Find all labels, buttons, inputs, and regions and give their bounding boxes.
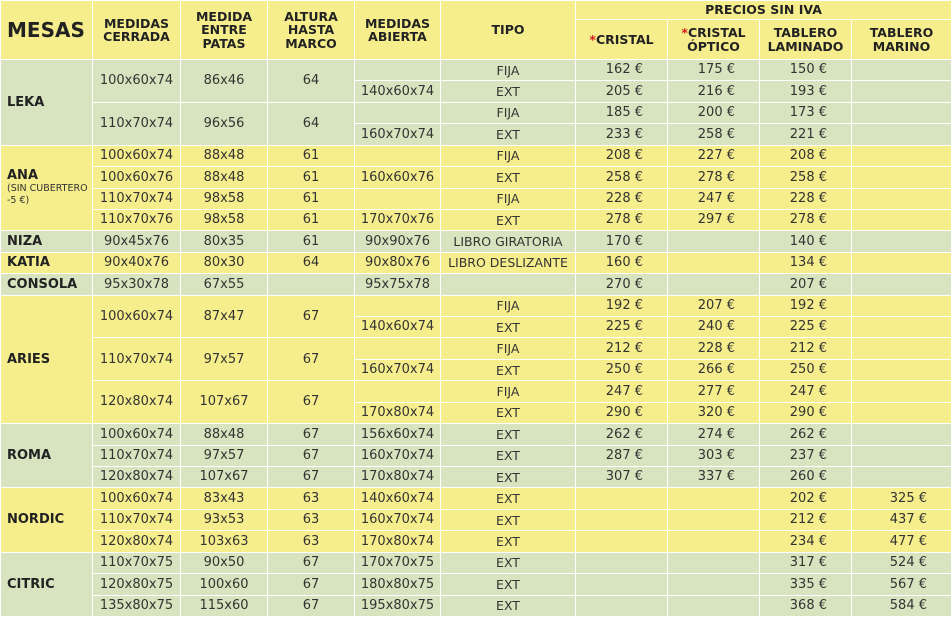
table-cell-marino: 567 €	[852, 574, 951, 595]
table-cell-cerrada: 100x60x74	[93, 424, 181, 445]
table-row	[1, 231, 951, 252]
table-cell-tipo: EXT	[441, 317, 576, 338]
table-body	[1, 60, 951, 617]
table-cell-laminado: 140 €	[760, 231, 852, 252]
table-cell-patas: 100x60	[181, 574, 268, 595]
table-cell-abierta: 195x80x75	[355, 595, 441, 616]
table-name-label: LEKA	[7, 94, 45, 110]
table-cell-cerrada: 100x60x74	[93, 488, 181, 509]
table-cell-cerrada: 110x70x76	[93, 209, 181, 230]
header-cristal-optico-label: CRISTAL ÓPTICO	[687, 25, 746, 54]
table-cell-abierta: 160x70x74	[355, 124, 441, 145]
table-cell-marino	[852, 124, 951, 145]
table-cell-laminado: 212 €	[760, 509, 852, 530]
table-cell-abierta: 170x70x76	[355, 209, 441, 230]
table-cell-marino: 584 €	[852, 595, 951, 616]
table-cell-altura: 61	[268, 145, 355, 166]
table-cell-marino	[852, 359, 951, 380]
table-cell-cerrada: 100x60x74	[93, 295, 181, 338]
table-cell-optico: 227 €	[668, 145, 760, 166]
table-name-label: NIZA	[7, 233, 43, 249]
table-name-label: ARIES	[7, 351, 51, 367]
table-cell-abierta: 140x60x74	[355, 81, 441, 102]
table-cell-altura: 64	[268, 60, 355, 103]
table-cell-patas: 103x63	[181, 531, 268, 552]
table-name-cell	[1, 295, 93, 424]
table-cell-laminado: 134 €	[760, 252, 852, 273]
table-cell-optico	[668, 231, 760, 252]
table-cell-altura: 63	[268, 531, 355, 552]
table-cell-laminado: 317 €	[760, 552, 852, 573]
header-tablero-laminado: TABLERO LAMINADO	[760, 20, 852, 60]
header-medidas-cerrada: MEDIDAS CERRADA	[93, 1, 181, 60]
table-cell-altura: 67	[268, 445, 355, 466]
table-cell-patas: 98x58	[181, 188, 268, 209]
table-cell-altura: 67	[268, 467, 355, 488]
table-cell-abierta	[355, 102, 441, 123]
table-cell-laminado: 237 €	[760, 445, 852, 466]
table-cell-laminado: 208 €	[760, 145, 852, 166]
table-cell-optico	[668, 552, 760, 573]
table-cell-patas: 88x48	[181, 424, 268, 445]
table-cell-cerrada: 100x60x76	[93, 167, 181, 188]
table-cell-laminado: 150 €	[760, 60, 852, 81]
table-cell-altura: 64	[268, 252, 355, 273]
table-cell-marino	[852, 60, 951, 81]
table-name-label: KATIA	[7, 255, 50, 271]
table-cell-marino	[852, 338, 951, 359]
table-cell-cristal	[576, 488, 668, 509]
table-cell-optico: 337 €	[668, 467, 760, 488]
header-cristal-optico	[668, 20, 760, 60]
table-cell-cristal: 192 €	[576, 295, 668, 316]
table-cell-patas: 107x67	[181, 467, 268, 488]
table-cell-cerrada: 120x80x75	[93, 574, 181, 595]
table-cell-tipo: EXT	[441, 531, 576, 552]
table-cell-tipo: LIBRO DESLIZANTE	[441, 252, 576, 273]
table-cell-cristal: 225 €	[576, 317, 668, 338]
table-cell-optico: 207 €	[668, 295, 760, 316]
table-cell-altura: 67	[268, 552, 355, 573]
table-cell-marino	[852, 445, 951, 466]
table-cell-laminado: 258 €	[760, 167, 852, 188]
table-row	[1, 531, 951, 552]
table-cell-cristal: 162 €	[576, 60, 668, 81]
table-cell-marino	[852, 188, 951, 209]
table-cell-optico	[668, 509, 760, 530]
table-cell-optico: 274 €	[668, 424, 760, 445]
header-tipo: TIPO	[441, 1, 576, 60]
table-cell-tipo: FIJA	[441, 145, 576, 166]
table-cell-patas: 80x35	[181, 231, 268, 252]
table-cell-laminado: 250 €	[760, 359, 852, 380]
table-cell-optico: 175 €	[668, 60, 760, 81]
table-row	[1, 381, 951, 402]
table-cell-tipo: EXT	[441, 124, 576, 145]
table-cell-patas: 96x56	[181, 102, 268, 145]
table-cell-abierta: 160x70x74	[355, 359, 441, 380]
table-cell-cerrada: 110x70x74	[93, 102, 181, 145]
table-cell-marino	[852, 252, 951, 273]
table-row	[1, 188, 951, 209]
header-medidas-abierta: MEDIDAS ABIERTA	[355, 1, 441, 60]
table-cell-cerrada: 95x30x78	[93, 274, 181, 295]
table-row	[1, 552, 951, 573]
table-cell-marino	[852, 381, 951, 402]
table-cell-tipo: EXT	[441, 167, 576, 188]
table-cell-patas: 80x30	[181, 252, 268, 273]
table-cell-marino	[852, 467, 951, 488]
table-cell-cerrada: 110x70x74	[93, 445, 181, 466]
table-cell-patas: 98x58	[181, 209, 268, 230]
table-cell-laminado: 225 €	[760, 317, 852, 338]
table-cell-cristal: 208 €	[576, 145, 668, 166]
table-cell-patas: 115x60	[181, 595, 268, 616]
table-cell-cristal: 250 €	[576, 359, 668, 380]
table-cell-laminado: 335 €	[760, 574, 852, 595]
table-cell-marino	[852, 402, 951, 423]
table-name-cell	[1, 488, 93, 552]
table-cell-optico	[668, 274, 760, 295]
table-cell-altura: 63	[268, 509, 355, 530]
table-cell-altura: 67	[268, 424, 355, 445]
table-cell-marino	[852, 145, 951, 166]
table-cell-laminado: 202 €	[760, 488, 852, 509]
header-altura-hasta-marco: ALTURA HASTA MARCO	[268, 1, 355, 60]
table-cell-abierta	[355, 295, 441, 316]
table-cell-cristal: 228 €	[576, 188, 668, 209]
table-row	[1, 445, 951, 466]
table-row	[1, 209, 951, 230]
table-cell-abierta: 160x60x76	[355, 167, 441, 188]
table-cell-cristal	[576, 509, 668, 530]
table-cell-altura: 63	[268, 488, 355, 509]
table-row	[1, 145, 951, 166]
table-cell-laminado: 234 €	[760, 531, 852, 552]
table-cell-cerrada: 100x60x74	[93, 60, 181, 103]
table-cell-altura: 67	[268, 295, 355, 338]
table-cell-tipo: EXT	[441, 402, 576, 423]
table-cell-patas: 83x43	[181, 488, 268, 509]
table-cell-cerrada: 100x60x74	[93, 145, 181, 166]
table-cell-altura: 61	[268, 209, 355, 230]
table-cell-abierta: 170x80x74	[355, 531, 441, 552]
table-row	[1, 252, 951, 273]
header-mesas: MESAS	[1, 1, 93, 60]
table-cell-abierta	[355, 381, 441, 402]
table-cell-tipo: FIJA	[441, 381, 576, 402]
table-cell-tipo: EXT	[441, 81, 576, 102]
table-cell-tipo: EXT	[441, 574, 576, 595]
table-cell-cerrada: 120x80x74	[93, 467, 181, 488]
table-cell-laminado: 221 €	[760, 124, 852, 145]
table-cell-altura: 64	[268, 102, 355, 145]
table-row	[1, 509, 951, 530]
table-cell-tipo: FIJA	[441, 338, 576, 359]
table-name-label: CONSOLA	[7, 276, 78, 292]
table-cell-tipo	[441, 274, 576, 295]
table-name-label: CITRIC	[7, 576, 55, 592]
table-cell-tipo: EXT	[441, 552, 576, 573]
table-cell-abierta: 140x60x74	[355, 317, 441, 338]
table-row	[1, 274, 951, 295]
table-cell-optico	[668, 574, 760, 595]
table-cell-marino	[852, 424, 951, 445]
table-cell-abierta: 90x90x76	[355, 231, 441, 252]
table-name-cell	[1, 231, 93, 252]
table-cell-cristal: 205 €	[576, 81, 668, 102]
table-cell-altura: 61	[268, 167, 355, 188]
table-cell-patas: 87x47	[181, 295, 268, 338]
table-cell-abierta: 180x80x75	[355, 574, 441, 595]
table-cell-cristal: 233 €	[576, 124, 668, 145]
table-cell-marino: 437 €	[852, 509, 951, 530]
table-cell-abierta: 95x75x78	[355, 274, 441, 295]
table-cell-optico: 240 €	[668, 317, 760, 338]
table-cell-cristal	[576, 595, 668, 616]
table-cell-optico: 228 €	[668, 338, 760, 359]
table-row	[1, 60, 951, 81]
table-cell-optico	[668, 595, 760, 616]
table-cell-optico: 277 €	[668, 381, 760, 402]
table-cell-tipo: EXT	[441, 424, 576, 445]
table-cell-patas: 97x57	[181, 338, 268, 381]
header-medida-entre-patas: MEDIDA ENTRE PATAS	[181, 1, 268, 60]
table-cell-cerrada: 120x80x74	[93, 381, 181, 424]
table-cell-optico: 320 €	[668, 402, 760, 423]
table-cell-cristal: 270 €	[576, 274, 668, 295]
table-cell-abierta: 170x70x75	[355, 552, 441, 573]
table-cell-laminado: 192 €	[760, 295, 852, 316]
table-cell-cristal: 160 €	[576, 252, 668, 273]
header-cristal	[576, 20, 668, 60]
table-cell-altura: 67	[268, 381, 355, 424]
table-cell-laminado: 278 €	[760, 209, 852, 230]
table-cell-altura: 67	[268, 338, 355, 381]
table-cell-patas: 107x67	[181, 381, 268, 424]
table-name-note: (SIN CUBERTERO -5 €)	[7, 182, 88, 206]
table-cell-patas: 88x48	[181, 167, 268, 188]
table-cell-marino	[852, 295, 951, 316]
table-cell-tipo: EXT	[441, 359, 576, 380]
table-cell-cerrada: 90x40x76	[93, 252, 181, 273]
table-cell-cristal	[576, 574, 668, 595]
asterisk-mark: *	[681, 25, 688, 41]
table-cell-marino	[852, 231, 951, 252]
table-cell-cerrada: 120x80x74	[93, 531, 181, 552]
table-cell-optico: 258 €	[668, 124, 760, 145]
table-cell-laminado: 260 €	[760, 467, 852, 488]
table-cell-cristal: 262 €	[576, 424, 668, 445]
table-cell-cristal: 185 €	[576, 102, 668, 123]
table-row	[1, 467, 951, 488]
table-cell-laminado: 290 €	[760, 402, 852, 423]
header-tablero-marino: TABLERO MARINO	[852, 20, 951, 60]
table-cell-optico	[668, 488, 760, 509]
table-cell-optico	[668, 531, 760, 552]
table-cell-optico: 266 €	[668, 359, 760, 380]
table-cell-tipo: EXT	[441, 488, 576, 509]
table-row	[1, 167, 951, 188]
table-cell-patas: 90x50	[181, 552, 268, 573]
table-cell-cristal: 278 €	[576, 209, 668, 230]
table-cell-optico: 303 €	[668, 445, 760, 466]
table-row	[1, 338, 951, 359]
table-cell-tipo: EXT	[441, 445, 576, 466]
table-cell-abierta: 140x60x74	[355, 488, 441, 509]
table-cell-optico	[668, 252, 760, 273]
table-cell-tipo: EXT	[441, 209, 576, 230]
table-row	[1, 488, 951, 509]
table-cell-tipo: EXT	[441, 509, 576, 530]
table-cell-altura: 67	[268, 574, 355, 595]
table-cell-cerrada: 90x45x76	[93, 231, 181, 252]
table-cell-tipo: FIJA	[441, 60, 576, 81]
table-row	[1, 295, 951, 316]
table-cell-tipo: EXT	[441, 595, 576, 616]
table-cell-abierta: 156x60x74	[355, 424, 441, 445]
table-cell-tipo: EXT	[441, 467, 576, 488]
table-cell-marino	[852, 274, 951, 295]
table-cell-cerrada: 110x70x75	[93, 552, 181, 573]
table-cell-marino: 325 €	[852, 488, 951, 509]
table-cell-abierta: 160x70x74	[355, 509, 441, 530]
table-cell-abierta	[355, 338, 441, 359]
table-cell-marino	[852, 317, 951, 338]
table-cell-cristal	[576, 531, 668, 552]
table-cell-optico: 297 €	[668, 209, 760, 230]
table-cell-altura: 61	[268, 188, 355, 209]
table-cell-tipo: LIBRO GIRATORIA	[441, 231, 576, 252]
table-cell-cerrada: 110x70x74	[93, 188, 181, 209]
table-cell-tipo: FIJA	[441, 188, 576, 209]
table-cell-cristal: 170 €	[576, 231, 668, 252]
table-cell-marino	[852, 209, 951, 230]
table-cell-laminado: 193 €	[760, 81, 852, 102]
table-cell-altura	[268, 274, 355, 295]
table-cell-patas: 86x46	[181, 60, 268, 103]
table-cell-laminado: 212 €	[760, 338, 852, 359]
table-cell-abierta: 160x70x74	[355, 445, 441, 466]
table-cell-marino: 477 €	[852, 531, 951, 552]
table-cell-laminado: 368 €	[760, 595, 852, 616]
table-name-cell	[1, 252, 93, 273]
header-precios-sin-iva: PRECIOS SIN IVA	[576, 1, 951, 20]
table-cell-laminado: 262 €	[760, 424, 852, 445]
table-cell-marino	[852, 167, 951, 188]
table-cell-cristal	[576, 552, 668, 573]
table-cell-abierta	[355, 188, 441, 209]
table-cell-tipo: FIJA	[441, 295, 576, 316]
table-cell-patas: 93x53	[181, 509, 268, 530]
table-row	[1, 595, 951, 616]
table-cell-patas: 88x48	[181, 145, 268, 166]
table-cell-cerrada: 110x70x74	[93, 509, 181, 530]
table-name-cell	[1, 145, 93, 231]
table-cell-cristal: 287 €	[576, 445, 668, 466]
table-cell-optico: 247 €	[668, 188, 760, 209]
table-cell-marino: 524 €	[852, 552, 951, 573]
table-cell-cerrada: 110x70x74	[93, 338, 181, 381]
table-cell-tipo: FIJA	[441, 102, 576, 123]
table-cell-cristal: 258 €	[576, 167, 668, 188]
table-cell-laminado: 247 €	[760, 381, 852, 402]
table-cell-marino	[852, 102, 951, 123]
table-cell-patas: 67x55	[181, 274, 268, 295]
table-cell-abierta	[355, 145, 441, 166]
table-row	[1, 102, 951, 123]
table-cell-optico: 216 €	[668, 81, 760, 102]
table-cell-altura: 67	[268, 595, 355, 616]
table-cell-abierta	[355, 60, 441, 81]
table-cell-laminado: 207 €	[760, 274, 852, 295]
table-cell-cristal: 212 €	[576, 338, 668, 359]
table-cell-cristal: 307 €	[576, 467, 668, 488]
table-name-label: NORDIC	[7, 512, 65, 528]
table-cell-abierta: 90x80x76	[355, 252, 441, 273]
table-cell-optico: 278 €	[668, 167, 760, 188]
table-name-cell	[1, 424, 93, 488]
table-cell-laminado: 228 €	[760, 188, 852, 209]
table-name-label: ANA	[7, 168, 39, 184]
table-row	[1, 574, 951, 595]
table-name-cell	[1, 60, 93, 146]
asterisk-mark: *	[589, 31, 596, 47]
table-cell-laminado: 173 €	[760, 102, 852, 123]
header-cristal-label: CRISTAL	[595, 31, 654, 47]
table-cell-abierta: 170x80x74	[355, 467, 441, 488]
table-cell-cristal: 247 €	[576, 381, 668, 402]
table-cell-cerrada: 135x80x75	[93, 595, 181, 616]
table-row	[1, 424, 951, 445]
table-cell-optico: 200 €	[668, 102, 760, 123]
table-cell-altura: 61	[268, 231, 355, 252]
table-cell-marino	[852, 81, 951, 102]
table-cell-cristal: 290 €	[576, 402, 668, 423]
table-cell-abierta: 170x80x74	[355, 402, 441, 423]
table-cell-patas: 97x57	[181, 445, 268, 466]
table-name-cell	[1, 552, 93, 616]
table-name-label: ROMA	[7, 447, 52, 463]
table-name-cell	[1, 274, 93, 295]
